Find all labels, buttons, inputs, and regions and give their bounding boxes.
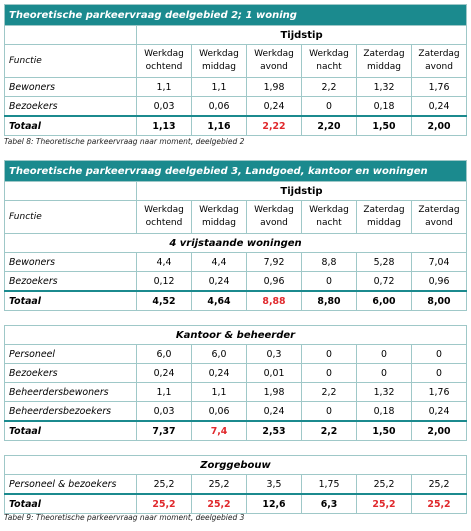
table-header-row bbox=[5, 161, 467, 182]
table-cell: 25,2 bbox=[412, 475, 467, 495]
total-cell: 4,64 bbox=[192, 291, 247, 311]
column-header: Werkdag ochtend bbox=[137, 45, 192, 78]
table-cell: 1,98 bbox=[247, 78, 302, 97]
total-cell: 1,50 bbox=[357, 116, 412, 136]
column-header-row bbox=[5, 201, 467, 234]
table-cell: 0,24 bbox=[412, 97, 467, 117]
table-cell: 1,1 bbox=[137, 383, 192, 402]
column-header: Werkdag nacht bbox=[302, 45, 357, 78]
section-header-row bbox=[5, 326, 467, 345]
table-cell: 0,12 bbox=[137, 272, 192, 292]
column-header: Werkdag nacht bbox=[302, 201, 357, 234]
table-cell: 3,5 bbox=[247, 475, 302, 495]
table-cell: 1,98 bbox=[247, 383, 302, 402]
table-cell: 0,24 bbox=[247, 402, 302, 422]
table-cell: 2,2 bbox=[302, 78, 357, 97]
total-cell: 12,6 bbox=[247, 494, 302, 514]
table-row bbox=[5, 475, 467, 495]
total-row bbox=[5, 494, 467, 514]
functie-header: Functie bbox=[5, 45, 137, 78]
section-header-row bbox=[5, 456, 467, 475]
total-cell-highlight: 7,4 bbox=[192, 421, 247, 441]
row-label: Bewoners bbox=[5, 253, 137, 272]
table-cell: 0,06 bbox=[192, 97, 247, 117]
column-header: Werkdag avond bbox=[247, 45, 302, 78]
table-row bbox=[5, 402, 467, 422]
section-title: Kantoor & beheerder bbox=[5, 326, 467, 345]
table-cell: 0,18 bbox=[357, 97, 412, 117]
table-cell: 0,24 bbox=[137, 364, 192, 383]
total-label: Totaal bbox=[5, 291, 137, 311]
table-cell: 0 bbox=[302, 272, 357, 292]
table-cell: 0,06 bbox=[192, 402, 247, 422]
tijdstip-header: Tijdstip bbox=[137, 182, 467, 201]
table-cell: 1,76 bbox=[412, 78, 467, 97]
table-cell: 0 bbox=[412, 345, 467, 364]
table-header-row bbox=[5, 5, 467, 26]
total-cell: 7,37 bbox=[137, 421, 192, 441]
total-cell: 8,80 bbox=[302, 291, 357, 311]
table-cell: 1,76 bbox=[412, 383, 467, 402]
row-label: Bezoekers bbox=[5, 97, 137, 117]
total-cell: 2,20 bbox=[302, 116, 357, 136]
section-title: 4 vrijstaande woningen bbox=[5, 234, 467, 253]
total-label: Totaal bbox=[5, 421, 137, 441]
total-cell: 6,00 bbox=[357, 291, 412, 311]
table-caption: Tabel 9: Theoretische parkeervraag naar moment, deelgebied 3 bbox=[4, 513, 245, 522]
table-cell: 0,24 bbox=[247, 97, 302, 117]
table-title: Theoretische parkeervraag deelgebied 3, Landgoed, kantoor en woningen bbox=[5, 161, 467, 182]
row-label: Personeel bbox=[5, 345, 137, 364]
total-label: Totaal bbox=[5, 494, 137, 514]
table-cell: 0,03 bbox=[137, 402, 192, 422]
table-cell: 1,75 bbox=[302, 475, 357, 495]
section-title: Zorggebouw bbox=[5, 456, 467, 475]
total-cell: 2,2 bbox=[302, 421, 357, 441]
table-row bbox=[5, 272, 467, 292]
table-caption: Tabel 8: Theoretische parkeervraag naar moment, deelgebied 2 bbox=[4, 137, 245, 146]
table-cell: 25,2 bbox=[357, 475, 412, 495]
table-cell: 1,1 bbox=[192, 78, 247, 97]
total-cell: 2,53 bbox=[247, 421, 302, 441]
column-header-row bbox=[5, 45, 467, 78]
table-cell: 1,1 bbox=[192, 383, 247, 402]
total-label: Totaal bbox=[5, 116, 137, 136]
table-cell: 0,96 bbox=[247, 272, 302, 292]
table-cell: 25,2 bbox=[192, 475, 247, 495]
table-cell: 7,92 bbox=[247, 253, 302, 272]
table-cell: 4,4 bbox=[137, 253, 192, 272]
table-cell: 2,2 bbox=[302, 383, 357, 402]
table-cell: 0,01 bbox=[247, 364, 302, 383]
total-cell-highlight: 25,2 bbox=[192, 494, 247, 514]
column-header: Zaterdag avond bbox=[412, 45, 467, 78]
row-label: Beheerdersbewoners bbox=[5, 383, 137, 402]
table-cell: 0,3 bbox=[247, 345, 302, 364]
total-cell: 1,16 bbox=[192, 116, 247, 136]
table-row bbox=[5, 345, 467, 364]
functie-header: Functie bbox=[5, 201, 137, 234]
total-cell: 2,00 bbox=[412, 421, 467, 441]
table-cell: 0 bbox=[302, 364, 357, 383]
total-cell-highlight: 25,2 bbox=[412, 494, 467, 514]
parking-table-deelgebied-3 bbox=[4, 160, 467, 514]
column-header: Zaterdag middag bbox=[357, 45, 412, 78]
table-cell: 4,4 bbox=[192, 253, 247, 272]
total-row bbox=[5, 421, 467, 441]
row-label: Bewoners bbox=[5, 78, 137, 97]
total-cell: 1,50 bbox=[357, 421, 412, 441]
row-label: Bezoekers bbox=[5, 272, 137, 292]
table-cell: 0,72 bbox=[357, 272, 412, 292]
total-cell: 4,52 bbox=[137, 291, 192, 311]
table-row bbox=[5, 383, 467, 402]
table-row bbox=[5, 253, 467, 272]
total-cell-highlight: 25,2 bbox=[357, 494, 412, 514]
table-cell: 0 bbox=[357, 345, 412, 364]
table-cell: 0,96 bbox=[412, 272, 467, 292]
table-cell: 0,24 bbox=[192, 272, 247, 292]
table-cell: 0 bbox=[357, 364, 412, 383]
table-cell: 1,32 bbox=[357, 383, 412, 402]
total-cell: 8,00 bbox=[412, 291, 467, 311]
table-cell: 0,24 bbox=[192, 364, 247, 383]
column-header: Werkdag avond bbox=[247, 201, 302, 234]
table-row bbox=[5, 97, 467, 117]
column-header: Zaterdag avond bbox=[412, 201, 467, 234]
total-cell: 6,3 bbox=[302, 494, 357, 514]
table-title: Theoretische parkeervraag deelgebied 2; 1 woning bbox=[5, 5, 467, 26]
table-cell: 25,2 bbox=[137, 475, 192, 495]
table-row bbox=[5, 364, 467, 383]
table-cell: 6,0 bbox=[137, 345, 192, 364]
table-cell: 0 bbox=[302, 97, 357, 117]
total-cell: 2,00 bbox=[412, 116, 467, 136]
table-row bbox=[5, 78, 467, 97]
tijdstip-header: Tijdstip bbox=[137, 26, 467, 45]
section-header-row bbox=[5, 234, 467, 253]
parking-table-deelgebied-2 bbox=[4, 4, 467, 136]
column-header: Werkdag middag bbox=[192, 45, 247, 78]
row-label: Beheerdersbezoekers bbox=[5, 402, 137, 422]
table-cell: 0 bbox=[302, 345, 357, 364]
table-cell: 8,8 bbox=[302, 253, 357, 272]
total-cell: 1,13 bbox=[137, 116, 192, 136]
total-cell-highlight: 25,2 bbox=[137, 494, 192, 514]
table-cell: 0,18 bbox=[357, 402, 412, 422]
table-cell: 6,0 bbox=[192, 345, 247, 364]
total-row bbox=[5, 291, 467, 311]
row-label: Personeel & bezoekers bbox=[5, 475, 137, 495]
table-cell: 7,04 bbox=[412, 253, 467, 272]
table-cell: 5,28 bbox=[357, 253, 412, 272]
table-cell: 0,03 bbox=[137, 97, 192, 117]
total-cell-highlight: 8,88 bbox=[247, 291, 302, 311]
table-cell: 1,1 bbox=[137, 78, 192, 97]
column-header: Werkdag ochtend bbox=[137, 201, 192, 234]
table-cell: 0 bbox=[302, 402, 357, 422]
table-cell: 1,32 bbox=[357, 78, 412, 97]
total-cell-highlight: 2,22 bbox=[247, 116, 302, 136]
column-header: Werkdag middag bbox=[192, 201, 247, 234]
table-cell: 0 bbox=[412, 364, 467, 383]
table-cell: 0,24 bbox=[412, 402, 467, 422]
column-header: Zaterdag middag bbox=[357, 201, 412, 234]
row-label: Bezoekers bbox=[5, 364, 137, 383]
total-row bbox=[5, 116, 467, 136]
